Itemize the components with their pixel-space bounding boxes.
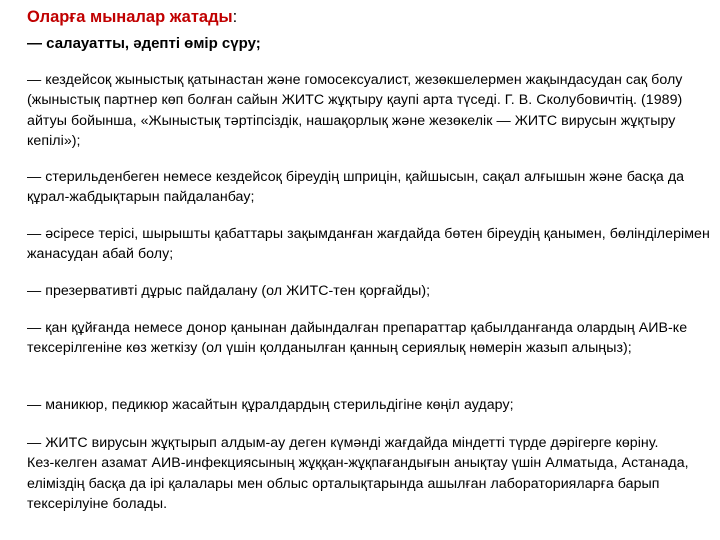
list-item-text: — ЖИТС вирусын жұқтырып алдым-ау деген күмәнді жағдайда міндетті түрде дәрігерге көріну. xyxy=(27,435,659,451)
list-item xyxy=(27,281,712,301)
list-item xyxy=(27,224,712,265)
list-item-text: — маникюр, педикюр жасайтын құралдардың стерильдігіне көңіл аудару; xyxy=(27,397,514,413)
final-paragraph: Кез-келген азамат АИВ-инфекциясының жұққан-жұқпағандығын анықтау үшін Алматыда, Астанада, еліміздің басқа да ірі қалалары мен облыс орталықтарында ашылған лабораторияларға барып тексерілуіне болады. xyxy=(27,455,689,513)
list-item xyxy=(27,395,712,415)
list-item-text: — кездейсоқ жыныстық қатынастан және гомосексуалист, жезөкшелермен жақындасудан сақ болу (жыныстық партнер көп болған сайын ЖИТС жұқтыру қаупі арта түседі. Г. В. Сколубовичтің. (1989) айтуы бойынша, «Жыныстық тәртіпсіздік, нашақорлық және жезөкелік — ЖИТС вирусын жұқтыру кепілі»); xyxy=(27,72,683,150)
subheading: — салауатты, әдепті өмір сүру; xyxy=(27,35,261,52)
heading-colon: : xyxy=(232,8,238,26)
slide-heading xyxy=(27,6,237,28)
list-item xyxy=(27,433,712,515)
list-item xyxy=(27,167,712,208)
list-item-text: — әсіресе терісі, шырышты қабаттары зақымданған жағдайда бөтен біреудің қанымен, бөлінділерімен жанасудан абай болу; xyxy=(27,226,710,263)
heading-title: Оларға мыналар жатады xyxy=(27,8,233,26)
list-item-text: — стерильденбеген немесе кездейсоқ біреудің шприцін, қайшысын, сақал алғышын және басқа да құрал-жабдықтарын пайдаланбау; xyxy=(27,169,685,206)
list-item-text: — қан құйғанда немесе донор қанынан дайындалған препараттар қабылданғанда олардың АИВ-ке тексерілгеніне көз жеткізу (ол үшін қолданылған қанның сериялық нөмерін жазып алыңыз); xyxy=(27,320,688,357)
list-item-text: — презервативті дұрыс пайдалану (ол ЖИТС-тен қорғайды); xyxy=(27,283,431,299)
list-item xyxy=(27,70,712,152)
list-item xyxy=(27,318,712,359)
